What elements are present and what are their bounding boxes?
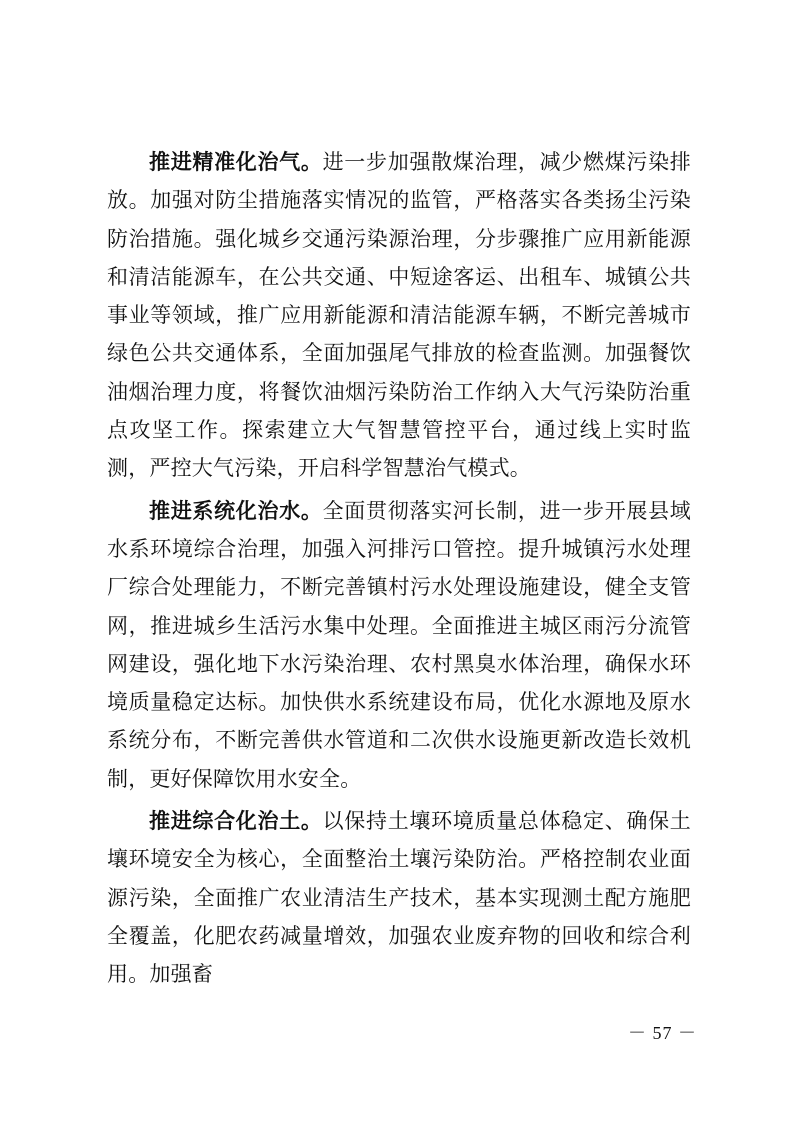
- paragraph-soil-governance: [107, 802, 691, 993]
- page-number: － 57 －: [628, 1023, 697, 1043]
- paragraph-body: 进一步加强散煤治理，减少燃煤污染排放。加强对防尘措施落实情况的监管，严格落实各类扬尘污染防治措施。强化城乡交通污染源治理，分步骤推广应用新能源和清洁能源车，在公共交通、中短途客运、出租车、城镇公共事业等领域，推广应用新能源和清洁能源车辆，不断完善城市绿色公共交通体系，全面加强尾气排放的检查监测。加强餐饮油烟治理力度，将餐饮油烟污染防治工作纳入大气污染防治重点攻坚工作。探索建立大气智慧管控平台，通过线上实时监测，严控大气污染，开启科学智慧治气模式。: [107, 150, 691, 481]
- paragraph-heading: 推进精准化治气。: [149, 149, 323, 174]
- paragraph-water-governance: [107, 492, 691, 798]
- body-text: [107, 143, 691, 994]
- paragraph-body: 以保持土壤环境质量总体稳定、确保土壤环境安全为核心，全面整治土壤污染防治。严格控制农业面源污染，全面推广农业清洁生产技术，基本实现测土配方施肥全覆盖，化肥农药减量增效，加强农业废弃物的回收和综合利用。加强畜: [107, 809, 691, 987]
- paragraph-air-governance: [107, 143, 691, 488]
- paragraph-heading: 推进系统化治水。: [149, 497, 323, 523]
- paragraph-body: 全面贯彻落实河长制，进一步开展县域水系环境综合治理，加强入河排污口管控。提升城镇污水处理厂综合处理能力，不断完善镇村污水处理设施建设，健全支管网，推进城乡生活污水集中处理。全面推进主城区雨污分流管网建设，强化地下水污染治理、农村黑臭水体治理，确保水环境质量稳定达标。加快供水系统建设布局，优化水源地及原水系统分布，不断完善供水管道和二次供水设施更新改造长效机制，更好保障饮用水安全。: [107, 498, 691, 791]
- paragraph-heading: 推进综合化治土。: [149, 808, 323, 834]
